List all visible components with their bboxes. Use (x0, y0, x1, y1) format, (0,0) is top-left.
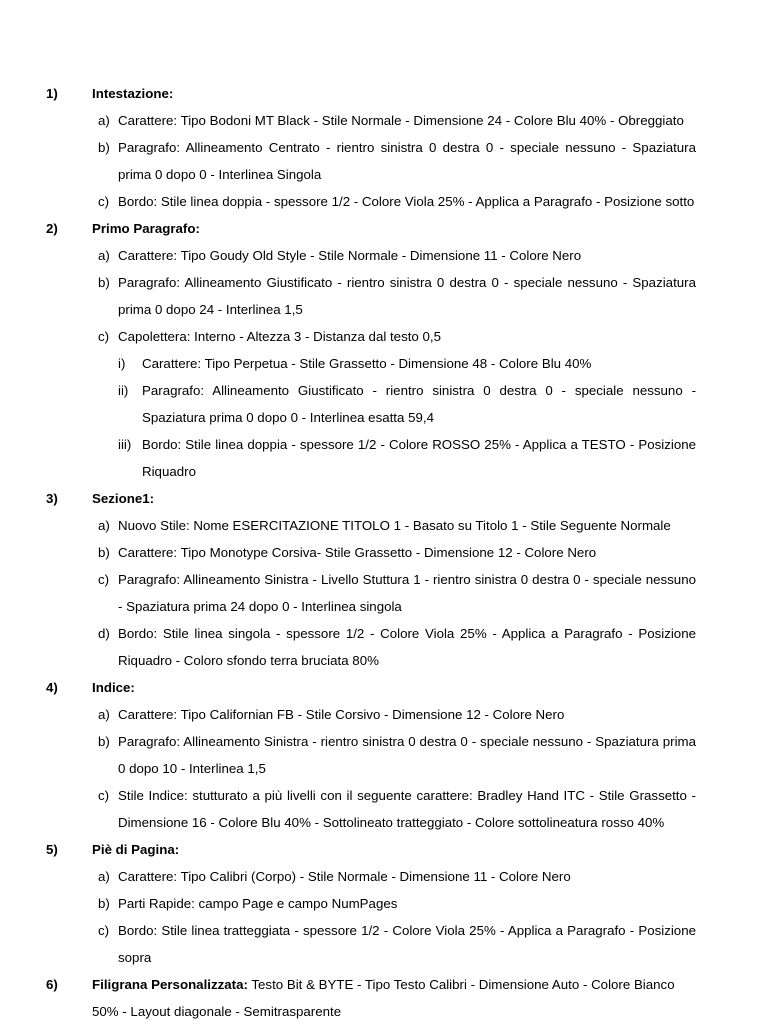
list-item (46, 107, 696, 134)
list-item-text: Capolettera: Interno - Altezza 3 - Distanza dal testo 0,5 (118, 329, 441, 344)
list-item (46, 188, 696, 215)
numbered-section (46, 836, 696, 971)
list-item-text: Parti Rapide: campo Page e campo NumPages (118, 896, 398, 911)
list-item-text: Bordo: Stile linea singola - spessore 1/2 - Colore Viola 25% - Applica a Paragrafo - Posizione Riquadro - Coloro sfondo terra bruciata 80% (118, 626, 696, 668)
list-item-letter: b) (98, 545, 110, 560)
list-item (46, 890, 696, 917)
section-number: 3) (46, 491, 58, 506)
section-number: 1) (46, 86, 58, 101)
sub-list-item-text: Bordo: Stile linea doppia - spessore 1/2 - Colore ROSSO 25% - Applica a TESTO - Posizione Riquadro (142, 437, 696, 479)
list-item-text: Paragrafo: Allineamento Sinistra - Livello Stuttura 1 - rientro sinistra 0 destra 0 - speciale nessuno - Spaziatura prima 24 dopo 0 - Interlinea singola (118, 572, 696, 614)
list-item-letter: a) (98, 518, 110, 533)
section-heading (46, 215, 696, 242)
list-item (46, 539, 696, 566)
sub-list-item (46, 350, 696, 377)
section-number: 2) (46, 221, 58, 236)
list-item (46, 512, 696, 539)
list-item (46, 566, 696, 620)
list-item-letter: a) (98, 869, 110, 884)
list-item-text: Stile Indice: stutturato a più livelli con il seguente carattere: Bradley Hand ITC - Stile Grassetto - Dimensione 16 - Colore Blu 40% - Sottolineato tratteggiato - Colore sottolineatura rosso 40% (118, 788, 696, 830)
numbered-section (46, 971, 696, 1025)
list-item (46, 863, 696, 890)
list-item-text: Paragrafo: Allineamento Centrato - rientro sinistra 0 destra 0 - speciale nessuno - Spaziatura prima 0 dopo 0 - Interlinea Singola (118, 140, 696, 182)
section-title: Primo Paragrafo: (92, 221, 200, 236)
section-heading (46, 80, 696, 107)
list-item (46, 728, 696, 782)
numbered-section (46, 215, 696, 485)
section-text: Testo Bit & BYTE - Tipo Testo Calibri - Dimensione Auto - Colore Bianco 50% - Layout diagonale - Semitrasparente (92, 977, 675, 1019)
list-item-text: Carattere: Tipo Calibri (Corpo) - Stile Normale - Dimensione 11 - Colore Nero (118, 869, 571, 884)
list-item-letter: d) (98, 626, 110, 641)
sub-list-item-text: Carattere: Tipo Perpetua - Stile Grassetto - Dimensione 48 - Colore Blu 40% (142, 356, 592, 371)
sub-list-item-text: Paragrafo: Allineamento Giustificato - rientro sinistra 0 destra 0 - speciale nessuno - Spaziatura prima 0 dopo 0 - Interlinea esatta 59,4 (142, 383, 696, 425)
section-heading (46, 971, 696, 1025)
list-item-text: Carattere: Tipo Bodoni MT Black - Stile Normale - Dimensione 24 - Colore Blu 40% - Obreggiato (118, 113, 684, 128)
list-item-letter: c) (98, 788, 110, 803)
section-title: Filigrana Personalizzata: (92, 977, 248, 992)
list-item-text: Carattere: Tipo Monotype Corsiva- Stile Grassetto - Dimensione 12 - Colore Nero (118, 545, 597, 560)
list-item (46, 242, 696, 269)
list-item-letter: c) (98, 329, 110, 344)
section-title: Indice: (92, 680, 135, 695)
list-item (46, 620, 696, 674)
list-item-letter: a) (98, 707, 110, 722)
numbered-section (46, 80, 696, 215)
section-heading (46, 836, 696, 863)
list-item-text: Nuovo Stile: Nome ESERCITAZIONE TITOLO 1 - Basato su Titolo 1 - Stile Seguente Normale (118, 518, 671, 533)
document-body (0, 80, 768, 1025)
numbered-section (46, 674, 696, 836)
list-item-letter: a) (98, 113, 110, 128)
list-item-letter: b) (98, 140, 110, 155)
sub-list-item-roman: ii) (118, 383, 129, 398)
list-item (46, 134, 696, 188)
list-item-letter: a) (98, 248, 110, 263)
section-title: Sezione1: (92, 491, 155, 506)
sub-list-item-roman: i) (118, 356, 126, 371)
sub-list-item (46, 377, 696, 431)
list-item (46, 782, 696, 836)
sub-list-item-roman: iii) (118, 437, 132, 452)
list-item-text: Carattere: Tipo Californian FB - Stile Corsivo - Dimensione 12 - Colore Nero (118, 707, 565, 722)
list-item-letter: c) (98, 923, 110, 938)
list-item (46, 323, 696, 350)
list-item-letter: c) (98, 572, 110, 587)
list-item (46, 701, 696, 728)
list-item-letter: b) (98, 275, 110, 290)
list-item-letter: b) (98, 734, 110, 749)
section-number: 4) (46, 680, 58, 695)
sub-list-item (46, 431, 696, 485)
section-title: Intestazione: (92, 86, 174, 101)
section-title: Piè di Pagina: (92, 842, 180, 857)
list-item-letter: c) (98, 194, 110, 209)
list-item-text: Carattere: Tipo Goudy Old Style - Stile Normale - Dimensione 11 - Colore Nero (118, 248, 582, 263)
section-heading (46, 485, 696, 512)
numbered-section (46, 485, 696, 674)
list-item-text: Bordo: Stile linea doppia - spessore 1/2 - Colore Viola 25% - Applica a Paragrafo - Posizione sotto (118, 194, 695, 209)
list-item-text: Bordo: Stile linea tratteggiata - spessore 1/2 - Colore Viola 25% - Applica a Paragrafo - Posizione sopra (118, 923, 696, 965)
list-item-letter: b) (98, 896, 110, 911)
list-item-text: Paragrafo: Allineamento Sinistra - rientro sinistra 0 destra 0 - speciale nessuno - Spaziatura prima 0 dopo 10 - Interlinea 1,5 (118, 734, 696, 776)
section-number: 6) (46, 977, 58, 992)
list-item-text: Paragrafo: Allineamento Giustificato - rientro sinistra 0 destra 0 - speciale nessuno - Spaziatura prima 0 dopo 24 - Interlinea 1,5 (118, 275, 696, 317)
list-item (46, 269, 696, 323)
section-heading (46, 674, 696, 701)
list-item (46, 917, 696, 971)
section-number: 5) (46, 842, 58, 857)
